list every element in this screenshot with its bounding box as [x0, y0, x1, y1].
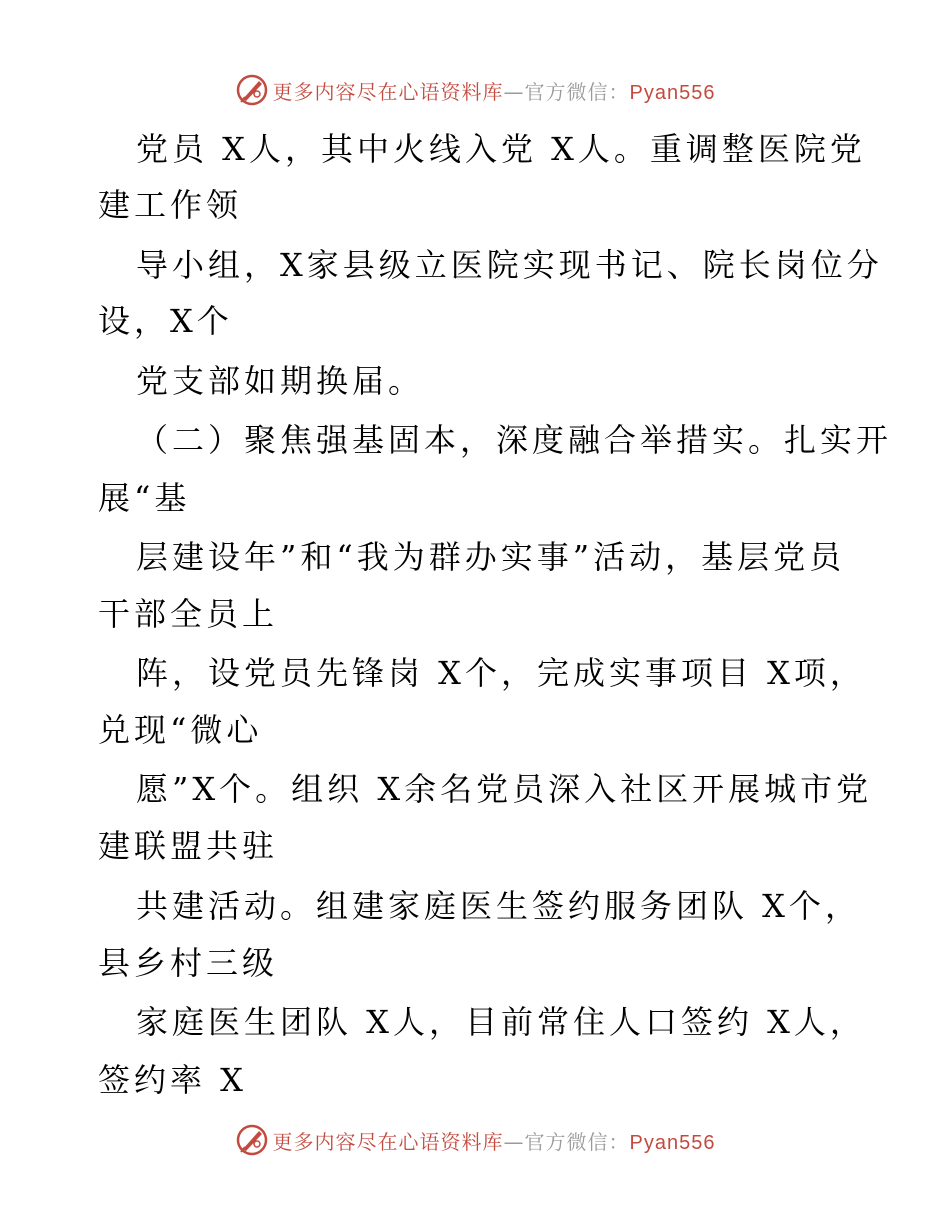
- paragraph-line: 建工作领: [98, 186, 243, 224]
- watermark-main: 更多内容尽在心语资料库: [272, 79, 504, 104]
- quill-pen-logo-icon: [235, 1123, 269, 1157]
- paragraph-line: 愿”X个。组织 X余名党员深入社区开展城市党: [136, 770, 873, 808]
- watermark-separator: —: [503, 79, 525, 104]
- paragraph-line: 建联盟共驻: [98, 827, 279, 865]
- paragraph-line: 共建活动。组建家庭医生签约服务团队 X个，: [136, 887, 861, 925]
- paragraph-line: 党员 X人，其中火线入党 X人。重调整医院党: [136, 130, 866, 168]
- paragraph-line: 家庭医生团队 X人，目前常住人口签约 X人，: [136, 1003, 866, 1041]
- watermark-main: 更多内容尽在心语资料库: [272, 1129, 504, 1154]
- paragraph-line: 层建设年”和“我为群办实事”活动，基层党员: [136, 538, 846, 576]
- paragraph-line: 导小组，X家县级立医院实现书记、院长岗位分: [136, 246, 883, 284]
- watermark-label: 官方微信：: [524, 1129, 630, 1154]
- watermark-label: 官方微信：: [524, 79, 630, 104]
- paragraph-line: 阵，设党员先锋岗 X个，完成实事项目 X项，: [136, 654, 866, 692]
- paragraph-line: 展“基: [98, 479, 191, 517]
- paragraph-line: 县乡村三级: [98, 944, 279, 982]
- watermark-wechat-id: Pyan556: [629, 81, 716, 104]
- watermark-text: [273, 1126, 716, 1155]
- watermark-wechat-id: Pyan556: [629, 1131, 716, 1154]
- watermark-text: [273, 76, 716, 105]
- footer-watermark: [0, 1120, 950, 1160]
- quill-pen-logo-icon: [235, 73, 269, 107]
- paragraph-line: 干部全员上: [98, 595, 279, 633]
- paragraph-line: 党支部如期换届。: [136, 362, 425, 400]
- paragraph-line: 签约率 X: [98, 1061, 247, 1099]
- paragraph-line: 设，X个: [98, 302, 233, 340]
- header-watermark: [0, 70, 950, 110]
- paragraph-line: （二）聚焦强基固本，深度融合举措实。扎实开: [136, 421, 893, 459]
- watermark-separator: —: [503, 1129, 525, 1154]
- paragraph-line: 兑现“微心: [98, 711, 263, 749]
